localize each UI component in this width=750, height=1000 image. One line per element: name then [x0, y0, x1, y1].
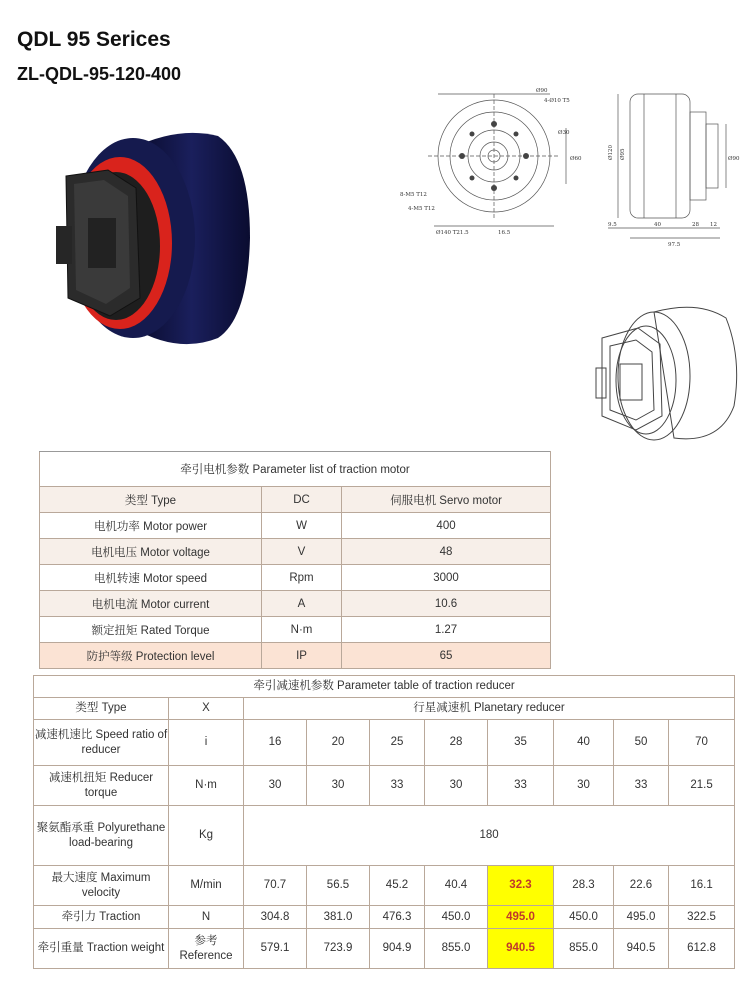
torque-cell: 30 — [307, 766, 370, 806]
weight-cell: 723.9 — [307, 929, 370, 969]
motor-table-caption: 牵引电机参数 Parameter list of traction motor — [40, 452, 551, 487]
param-value: 3000 — [342, 565, 551, 591]
dim-label: 4-M5 T12 — [408, 206, 435, 212]
dim-label: Ø95 — [620, 148, 626, 160]
param-name: 类型 Type — [34, 698, 169, 720]
param-unit: Kg — [169, 806, 244, 866]
torque-cell: 30 — [554, 766, 614, 806]
param-value: 行星减速机 Planetary reducer — [244, 698, 735, 720]
dim-label: 4-Ø10 T5 — [544, 98, 570, 104]
weight-cell: 940.5 — [614, 929, 669, 969]
param-value: 1.27 — [342, 617, 551, 643]
traction-cell: 381.0 — [307, 906, 370, 929]
param-value: 48 — [342, 539, 551, 565]
ratio-cell: 70 — [669, 720, 735, 766]
side-view-drawing — [604, 88, 742, 248]
traction-cell: 495.0 — [614, 906, 669, 929]
param-unit: W — [262, 513, 342, 539]
highlighted-weight-cell: 940.5 — [488, 929, 554, 969]
param-name: 额定扭矩 Rated Torque — [40, 617, 262, 643]
highlighted-speed-cell: 32.3 — [488, 866, 554, 906]
speed-cell: 45.2 — [370, 866, 425, 906]
param-name: 牵引重量 Traction weight — [34, 929, 169, 969]
param-unit: A — [262, 591, 342, 617]
param-name: 电机电压 Motor voltage — [40, 539, 262, 565]
torque-cell: 33 — [614, 766, 669, 806]
ratio-cell: 50 — [614, 720, 669, 766]
dim-label: Ø30 — [558, 130, 570, 136]
param-unit: X — [169, 698, 244, 720]
param-value: 65 — [342, 643, 551, 669]
dim-label: 16.5 — [498, 230, 511, 236]
ratio-cell: 28 — [425, 720, 488, 766]
speed-cell: 40.4 — [425, 866, 488, 906]
param-unit: i — [169, 720, 244, 766]
speed-cell: 56.5 — [307, 866, 370, 906]
torque-cell: 33 — [370, 766, 425, 806]
motor-parameter-table — [39, 451, 551, 669]
reducer-parameter-table — [33, 675, 735, 969]
param-name: 防护等级 Protection level — [40, 643, 262, 669]
product-render — [38, 118, 260, 356]
reducer-table-caption: 牵引减速机参数 Parameter table of traction reducer — [34, 676, 735, 698]
ratio-cell: 35 — [488, 720, 554, 766]
speed-cell: 16.1 — [669, 866, 735, 906]
speed-cell: 22.6 — [614, 866, 669, 906]
torque-cell: 30 — [244, 766, 307, 806]
param-unit: M/min — [169, 866, 244, 906]
model-number: ZL-QDL-95-120-400 — [17, 64, 182, 84]
dim-label: 28 — [692, 222, 699, 228]
ratio-cell: 20 — [307, 720, 370, 766]
param-name: 减速机扭矩 Reducer torque — [34, 766, 169, 806]
speed-cell: 28.3 — [554, 866, 614, 906]
weight-cell: 612.8 — [669, 929, 735, 969]
torque-cell: 21.5 — [669, 766, 735, 806]
traction-cell: 450.0 — [425, 906, 488, 929]
traction-cell: 304.8 — [244, 906, 307, 929]
param-name: 聚氨酯承重 Polyurethane load-bearing — [34, 806, 169, 866]
ratio-cell: 16 — [244, 720, 307, 766]
param-unit: V — [262, 539, 342, 565]
torque-cell: 33 — [488, 766, 554, 806]
param-unit: N·m — [169, 766, 244, 806]
dim-label: 9.5 — [608, 222, 617, 228]
param-unit: N·m — [262, 617, 342, 643]
ratio-cell: 25 — [370, 720, 425, 766]
param-name: 类型 Type — [40, 487, 262, 513]
dim-label: Ø120 — [608, 144, 614, 160]
param-unit: Rpm — [262, 565, 342, 591]
param-unit: N — [169, 906, 244, 929]
param-name: 电机功率 Motor power — [40, 513, 262, 539]
dim-label: Ø90 — [728, 156, 740, 162]
ratio-cell: 40 — [554, 720, 614, 766]
param-name: 电机转速 Motor speed — [40, 565, 262, 591]
dim-label: Ø140 T21.5 — [436, 230, 469, 236]
param-unit: 参考 Reference — [169, 929, 244, 969]
speed-cell: 70.7 — [244, 866, 307, 906]
param-unit: DC — [262, 487, 342, 513]
weight-cell: 855.0 — [425, 929, 488, 969]
traction-cell: 450.0 — [554, 906, 614, 929]
param-value: 伺服电机 Servo motor — [342, 487, 551, 513]
dim-label: 12 — [710, 222, 717, 228]
highlighted-traction-cell: 495.0 — [488, 906, 554, 929]
param-value: 10.6 — [342, 591, 551, 617]
weight-cell: 855.0 — [554, 929, 614, 969]
dim-label: 97.5 — [668, 242, 681, 248]
front-view-drawing — [398, 88, 594, 238]
series-title: QDL 95 Serices — [17, 28, 171, 51]
weight-cell: 904.9 — [370, 929, 425, 969]
dim-label: Ø60 — [570, 156, 582, 162]
weight-cell: 579.1 — [244, 929, 307, 969]
isometric-drawing — [594, 298, 744, 448]
param-name: 减速机速比 Speed ratio of reducer — [34, 720, 169, 766]
param-name: 电机电流 Motor current — [40, 591, 262, 617]
torque-cell: 30 — [425, 766, 488, 806]
param-value: 400 — [342, 513, 551, 539]
dim-label: 8-M5 T12 — [400, 192, 427, 198]
traction-cell: 476.3 — [370, 906, 425, 929]
dim-label: Ø90 — [536, 88, 548, 94]
param-name: 最大速度 Maximum velocity — [34, 866, 169, 906]
param-unit: IP — [262, 643, 342, 669]
traction-cell: 322.5 — [669, 906, 735, 929]
param-value: 180 — [244, 806, 735, 866]
param-name: 牵引力 Traction — [34, 906, 169, 929]
dim-label: 40 — [654, 222, 661, 228]
